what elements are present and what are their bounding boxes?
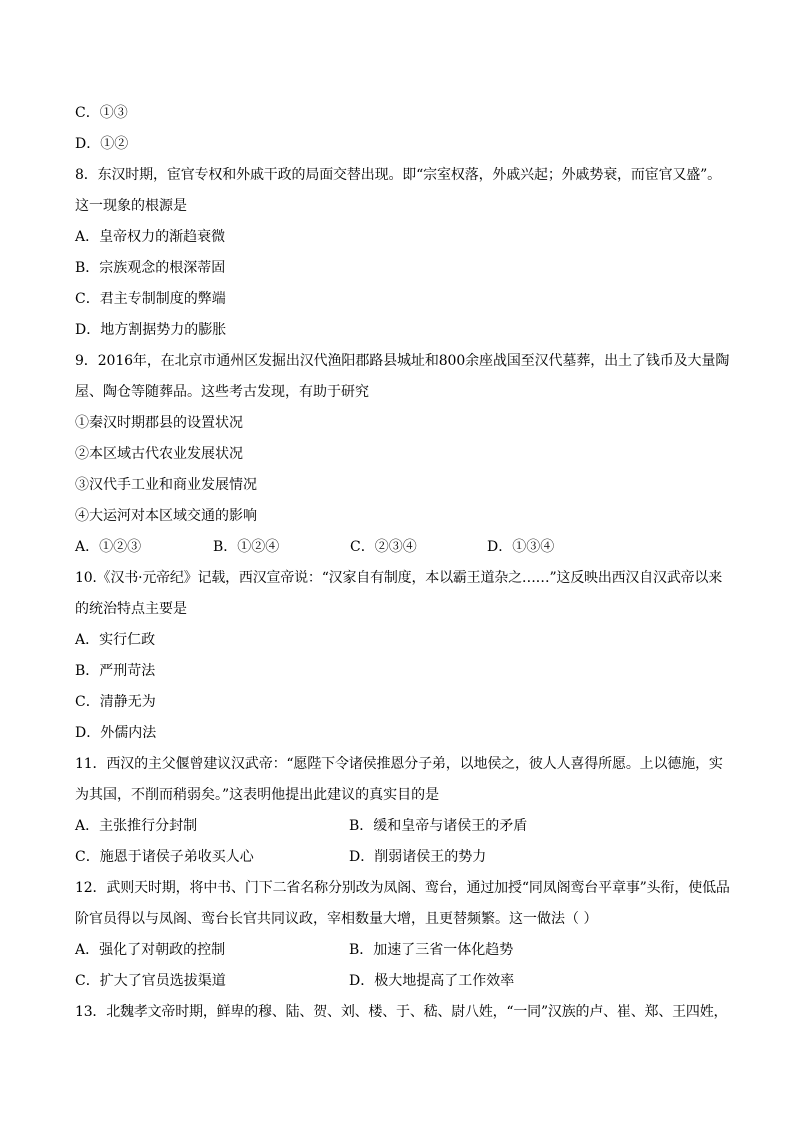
q8-option-a: A．皇帝权力的渐趋衰微	[75, 229, 226, 245]
q8-option-d: D．地方割据势力的膨胀	[75, 322, 227, 338]
q9-option-d: D．①③④	[487, 539, 555, 555]
q11-options-row1	[75, 815, 726, 837]
q10-option-a: A．实行仁政	[75, 632, 156, 648]
q12-option-b: B．加速了三省一体化趋势	[349, 942, 514, 958]
q9-item-1: ①秦汉时期郡县的设置状况	[75, 415, 243, 431]
q11-option-d: D．削弱诸侯王的势力	[349, 849, 487, 865]
q10-option-d: D．外儒内法	[75, 725, 157, 741]
q8-option-b: B．宗族观念的根深蒂固	[75, 260, 226, 276]
q9-option-a: A．①②③	[75, 539, 142, 555]
q12-stem-line1: 12．武则天时期，将中书、门下二省名称分别改为凤阁、鸾台，通过加授“同凤阁鸾台平章事”头衔，使低品	[75, 880, 730, 896]
q9-item-4: ④大运河对本区域交通的影响	[75, 508, 257, 524]
q11-option-b: B．缓和皇帝与诸侯王的矛盾	[349, 818, 528, 834]
q12-option-d: D．极大地提高了工作效率	[349, 973, 515, 989]
q12-option-a: A．强化了对朝政的控制	[75, 942, 226, 958]
q9-option-c: C．②③④	[350, 539, 417, 555]
q10-option-b: B．严刑苛法	[75, 663, 156, 679]
q12-options-row1	[75, 939, 726, 961]
q9-stem-line1: 9．2016年，在北京市通州区发掘出汉代渔阳郡路县城址和800余座战国至汉代墓葬，出土了钱币及大量陶	[75, 353, 730, 369]
q7-option-d: D．①②	[75, 136, 129, 152]
q11-stem-line1: 11．西汉的主父偃曾建议汉武帝：“愿陛下令诸侯推恩分子弟，以地侯之，彼人人喜得所愿。上以德施，实	[75, 756, 723, 772]
q12-option-c: C．扩大了官员选拔渠道	[75, 973, 226, 989]
q9-options-row	[75, 536, 726, 558]
q11-option-c: C．施恩于诸侯子弟收买人心	[75, 849, 254, 865]
q10-stem-line2: 的统治特点主要是	[75, 601, 187, 617]
q11-option-a: A．主张推行分封制	[75, 818, 198, 834]
q11-stem-line2: 为其国，不削而稍弱矣。”这表明他提出此建议的真实目的是	[75, 787, 440, 803]
q9-stem-line2: 屋、陶仓等随葬品。这些考古发现，有助于研究	[75, 384, 369, 400]
q8-stem-line1: 8．东汉时期，宦官专权和外戚干政的局面交替出现。即“宗室权落，外戚兴起；外戚势衰，而宦官又盛”。	[75, 167, 722, 183]
q13-stem-line1: 13．北魏孝文帝时期，鲜卑的穆、陆、贺、刘、楼、于、嵇、尉八姓，“一同”汉族的卢、崔、郑、王四姓，	[75, 1004, 728, 1020]
q8-option-c: C．君主专制制度的弊端	[75, 291, 226, 307]
q9-item-2: ②本区域古代农业发展状况	[75, 446, 243, 462]
q12-options-row2	[75, 970, 726, 992]
q10-stem-line1: 10.《汉书·元帝纪》记载，西汉宣帝说：“汉家自有制度，本以霸王道杂之……”这反映出西汉自汉武帝以来	[75, 570, 723, 586]
q11-options-row2	[75, 846, 726, 868]
q10-option-c: C．清静无为	[75, 694, 156, 710]
q9-option-b: B．①②④	[213, 539, 280, 555]
q12-stem-line2: 阶官员得以与凤阁、鸾台长官共同议政，宰相数量大增，且更替频繁。这一做法（ ）	[75, 911, 598, 927]
q9-item-3: ③汉代手工业和商业发展情况	[75, 477, 257, 493]
q8-stem-line2: 这一现象的根源是	[75, 198, 187, 214]
q7-option-c: C．①③	[75, 105, 128, 121]
